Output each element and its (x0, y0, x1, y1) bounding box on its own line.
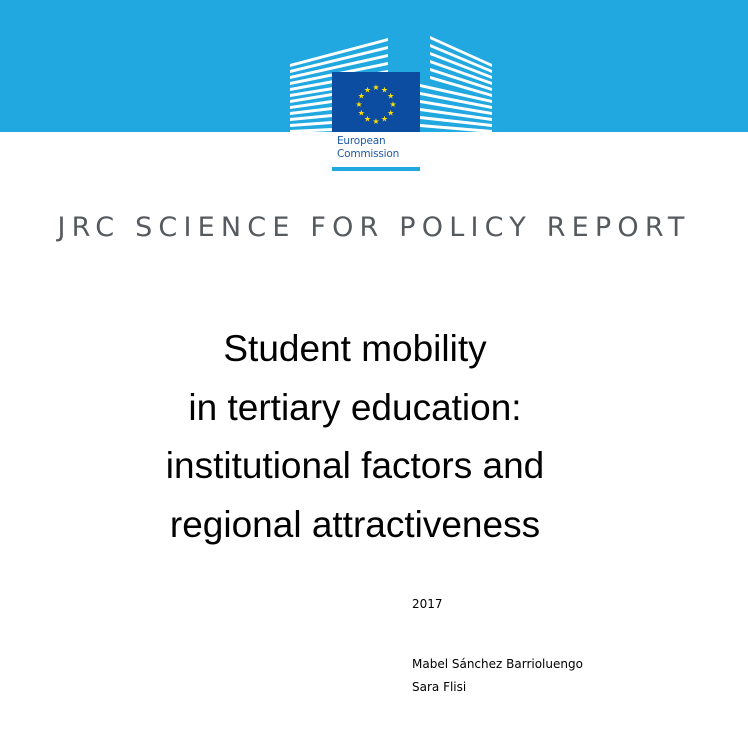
svg-text:★: ★ (372, 83, 380, 92)
svg-text:★: ★ (387, 91, 395, 101)
svg-text:★: ★ (389, 100, 397, 109)
logo-text-line2: Commission (337, 148, 400, 160)
author-1: Mabel Sánchez Barrioluengo (412, 657, 583, 671)
svg-text:★: ★ (357, 108, 365, 118)
logo-text (337, 135, 399, 161)
svg-text:★: ★ (363, 85, 372, 95)
publication-year: 2017 (412, 597, 443, 611)
svg-text:★: ★ (355, 100, 363, 109)
svg-text:★: ★ (372, 117, 380, 126)
title-line-3: institutional factors and (165, 445, 545, 486)
svg-text:★: ★ (387, 108, 395, 118)
svg-text:★: ★ (357, 91, 365, 101)
report-title (0, 320, 710, 554)
title-line-1: Student mobility (223, 328, 487, 369)
logo-underline (332, 167, 420, 171)
svg-text:★: ★ (363, 114, 372, 124)
european-commission-logo (286, 32, 496, 174)
svg-text:★: ★ (380, 85, 389, 95)
svg-text:★: ★ (380, 114, 389, 124)
authors (412, 653, 583, 699)
title-line-2: in tertiary education: (188, 386, 522, 428)
series-title: JRC SCIENCE FOR POLICY REPORT (57, 212, 691, 243)
title-line-4: regional attractiveness (169, 503, 541, 545)
author-2: Sara Flisi (412, 680, 467, 694)
logo-text-line1: European (337, 135, 386, 147)
